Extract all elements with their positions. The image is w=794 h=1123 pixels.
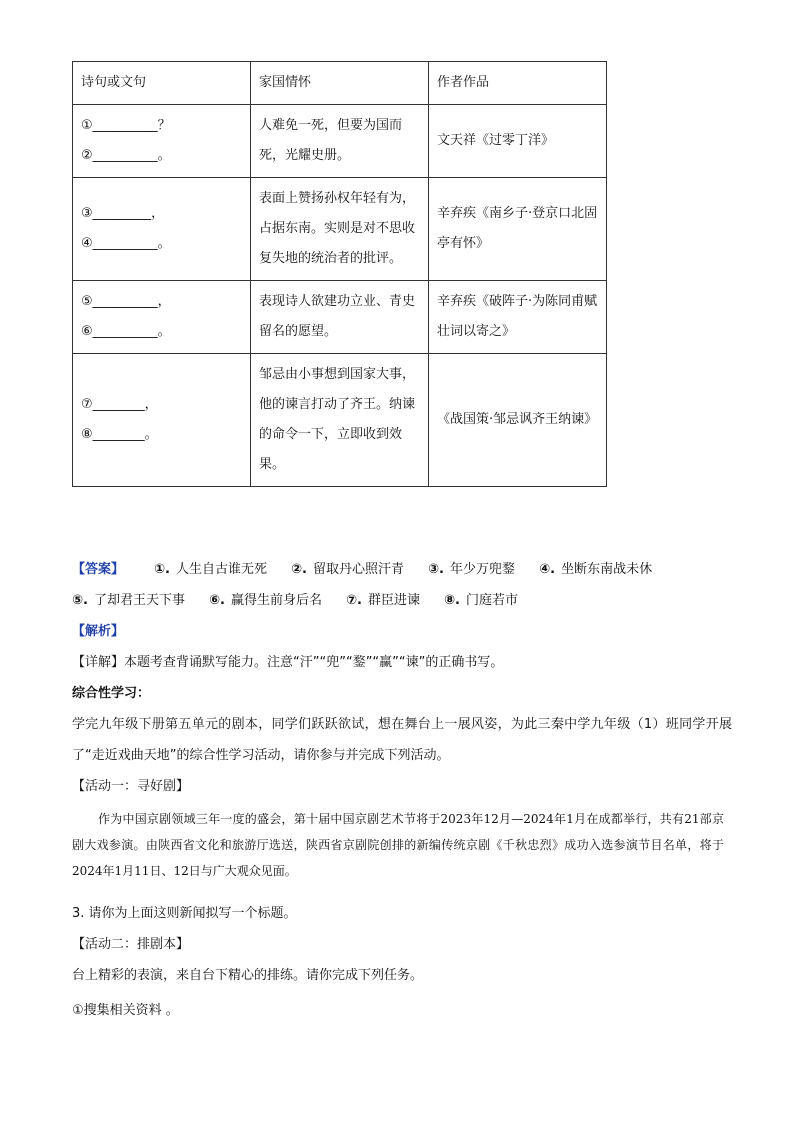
answer-row xyxy=(72,554,732,585)
intro-paragraph: 学完九年级下册第五单元的剧本，同学们跃跃欲试，想在舞台上一展风姿，为此三秦中学九年级（1）班同学开展了“走近戏曲天地”的综合性学习活动，请你参与并完成下列活动。 xyxy=(72,717,732,763)
activity2-section xyxy=(72,898,732,1026)
work-cell: 辛弃疾《南乡子·登京口北固亭有怀》 xyxy=(429,178,607,281)
answer-section xyxy=(72,554,732,802)
news-paragraph: 作为中国京剧领域三年一度的盛会，第十届中国京剧艺术节将于2023年12月—2024年1月在成都举行，共有21部京剧大戏参演。由陕西省文化和旅游厅选送，陕西省京剧院创排的新编传统京剧《千秋忠烈》成功入选参演节目名单，将于2024年1月11日、12日与广大观众见面。 xyxy=(72,812,724,878)
detail-line xyxy=(72,647,732,678)
work-cell: 辛弃疾《破阵子·为陈同甫赋壮词以寄之》 xyxy=(429,281,607,354)
activity2-heading: 【活动二：排剧本】 xyxy=(72,937,190,952)
answer-item: ⑥. 赢得生前身后名 xyxy=(209,593,323,608)
blank-cell xyxy=(73,281,251,354)
answer-item: ④. 坐断东南战未休 xyxy=(539,562,653,577)
answer-row xyxy=(72,585,732,616)
poem-table xyxy=(72,61,607,487)
answer-item: ①. 人生自古谁无死 xyxy=(154,562,268,577)
blank-line: ⑧________。 xyxy=(81,427,158,442)
table-row xyxy=(73,105,607,178)
blank-cell xyxy=(73,105,251,178)
blank-line: ①__________？ xyxy=(81,118,171,133)
table-row xyxy=(73,281,607,354)
answer-label: 【答案】 xyxy=(72,562,125,577)
table-row xyxy=(73,178,607,281)
header-cell: 作者作品 xyxy=(429,62,607,105)
blank-line: ⑤__________， xyxy=(81,294,171,309)
detail-label: 【详解】 xyxy=(72,655,125,670)
answer-item: ②. 留取丹心照汗青 xyxy=(291,562,405,577)
header-cell: 家国情怀 xyxy=(251,62,429,105)
detail-text: 本题考查背诵默写能力。注意“汗”“兜”“鍪”“赢”“谏”的正确书写。 xyxy=(124,655,504,670)
blank-cell xyxy=(73,354,251,487)
feeling-cell: 表现诗人欲建功立业、青史留名的愿望。 xyxy=(251,281,429,354)
blank-cell xyxy=(73,178,251,281)
feeling-cell: 邹忌由小事想到国家大事，他的谏言打动了齐王。纳谏的命令一下，立即收到效果。 xyxy=(251,354,429,487)
work-cell: 《战国策·邹忌讽齐王纳谏》 xyxy=(429,354,607,487)
question-3: 3. 请你为上面这则新闻拟写一个标题。 xyxy=(72,906,297,921)
analysis-label: 【解析】 xyxy=(72,624,125,639)
table-header-row xyxy=(73,62,607,105)
feeling-cell: 人难免一死，但要为国而死，光耀史册。 xyxy=(251,105,429,178)
header-cell: 诗句或文句 xyxy=(73,62,251,105)
answer-item: ⑦. 群臣进谏 xyxy=(346,593,421,608)
task-1: ①搜集相关资料 。 xyxy=(72,1003,179,1018)
work-cell: 文天祥《过零丁洋》 xyxy=(429,105,607,178)
blank-line: ②__________。 xyxy=(81,148,171,163)
blank-line: ③_________， xyxy=(81,206,165,221)
answer-item: ③. 年少万兜鍪 xyxy=(428,562,516,577)
answer-item: ⑧. 门庭若市 xyxy=(444,593,519,608)
table-row xyxy=(73,354,607,487)
section-title: 综合性学习： xyxy=(72,686,151,701)
answer-item: ⑤. 了却君王天下事 xyxy=(72,593,186,608)
activity1-heading: 【活动一：寻好剧】 xyxy=(72,779,190,794)
blank-line: ⑥__________。 xyxy=(81,324,171,339)
blank-line: ⑦________， xyxy=(81,397,158,412)
feeling-cell: 表面上赞扬孙权年轻有为，占据东南。实则是对不思收复失地的统治者的批评。 xyxy=(251,178,429,281)
activity2-text: 台上精彩的表演，来自台下精心的排练。请你完成下列任务。 xyxy=(72,968,424,983)
blank-line: ④__________。 xyxy=(81,236,171,251)
